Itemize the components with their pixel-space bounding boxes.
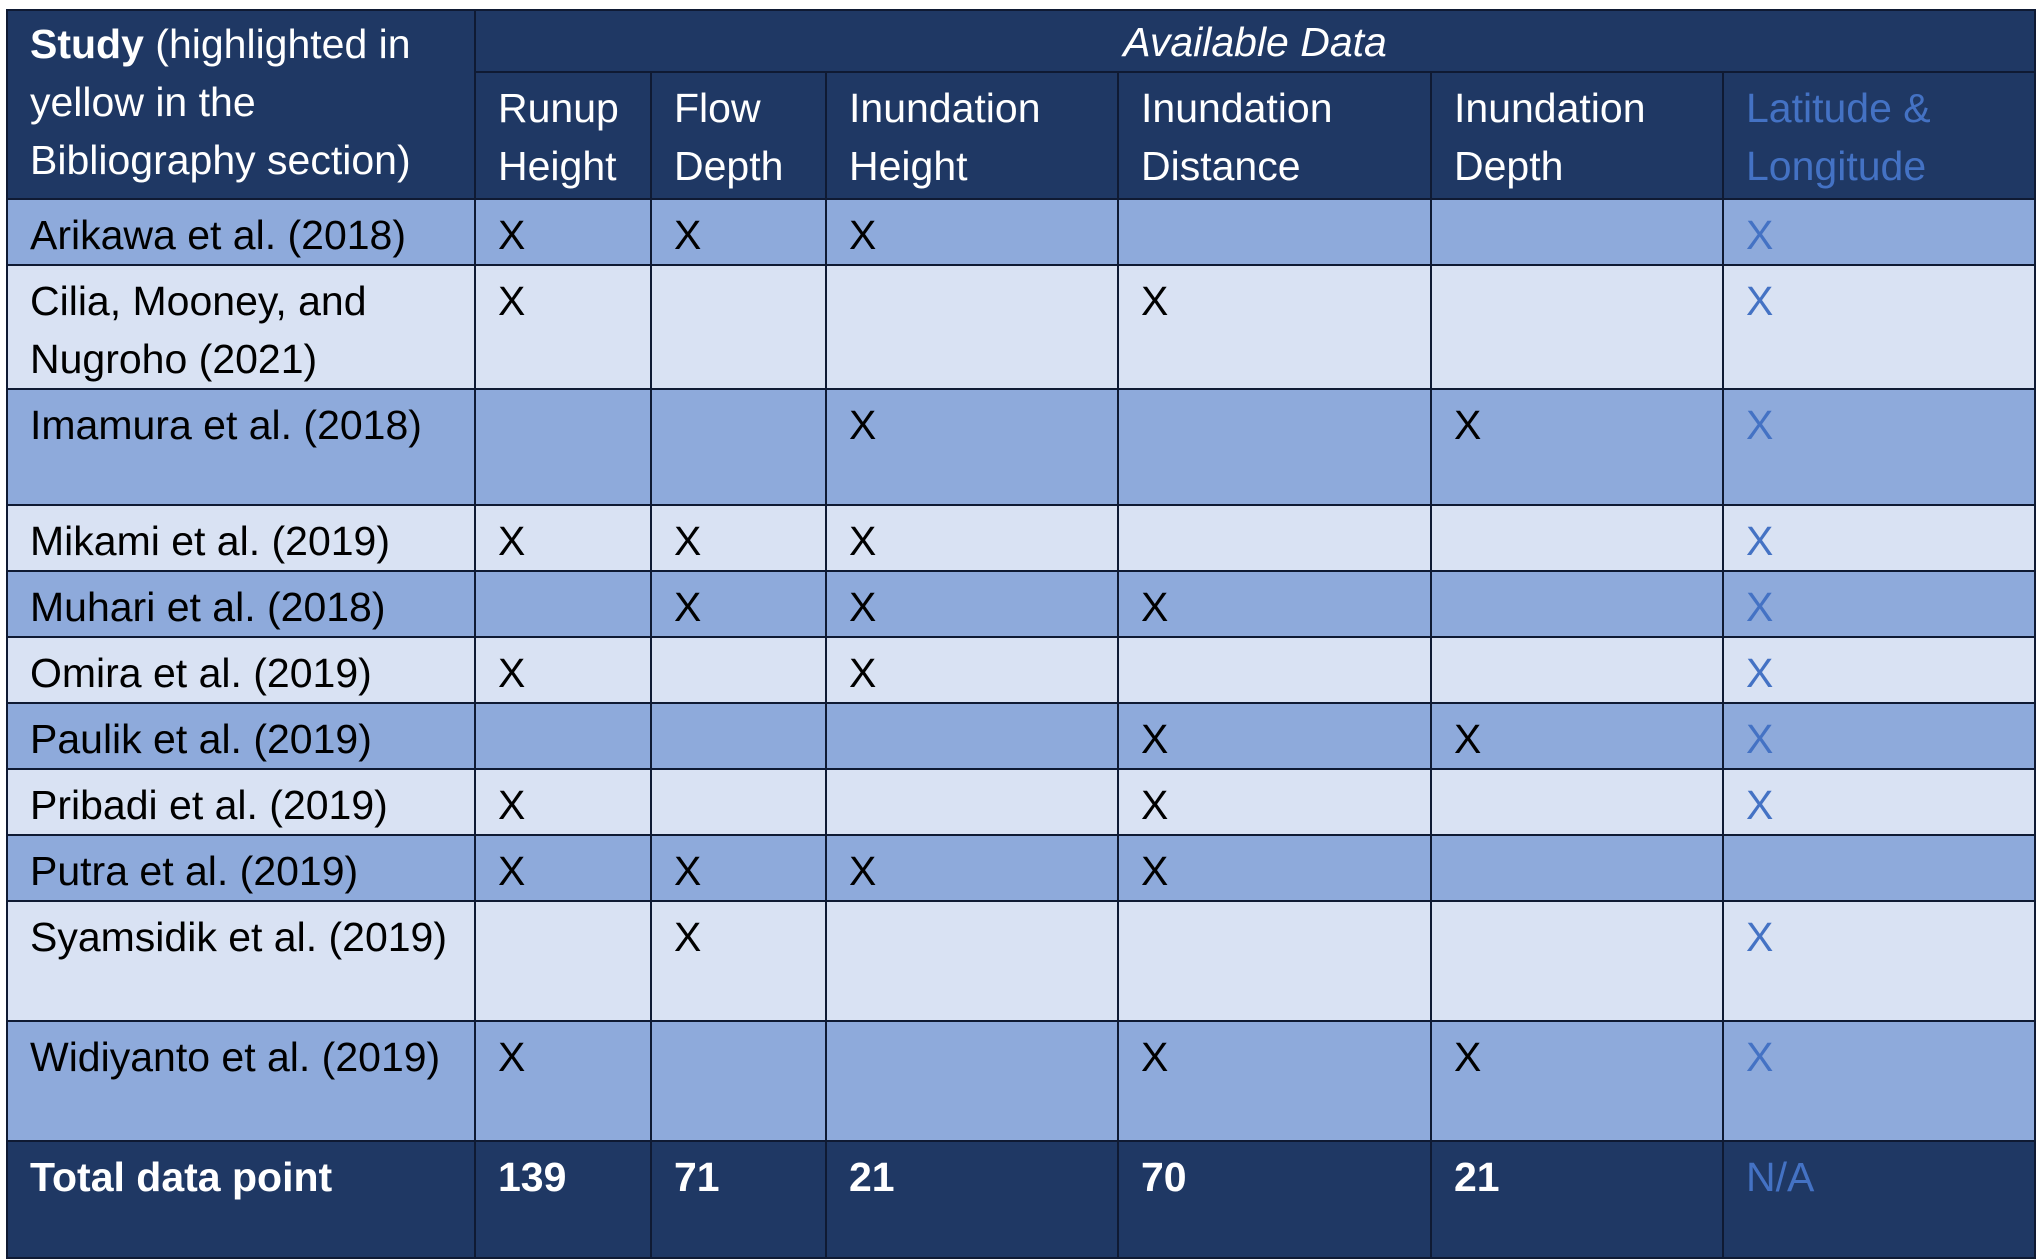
cell-flow-depth <box>651 1021 826 1141</box>
cell-latitude-longitude: X <box>1723 1021 2035 1141</box>
cell-inundation-depth: X <box>1431 389 1723 505</box>
cell-inundation-distance <box>1118 637 1431 703</box>
cell-inundation-depth: X <box>1431 703 1723 769</box>
cell-inundation-height <box>826 265 1118 389</box>
cell-inundation-distance: X <box>1118 571 1431 637</box>
cell-latitude-longitude: X <box>1723 265 2035 389</box>
column-header-line: Height <box>498 143 617 189</box>
cell-inundation-depth <box>1431 769 1723 835</box>
available-data-table <box>6 9 2036 1259</box>
column-header-line: Flow <box>674 85 761 131</box>
cell-inundation-distance <box>1118 199 1431 265</box>
cell-flow-depth <box>651 769 826 835</box>
total-row <box>7 1141 2035 1258</box>
cell-runup-height: X <box>475 265 651 389</box>
cell-flow-depth: X <box>651 901 826 1021</box>
total-runup-height: 139 <box>475 1141 651 1258</box>
cell-inundation-distance <box>1118 389 1431 505</box>
column-header-line: Depth <box>1454 143 1564 189</box>
column-header-inundation-distance <box>1118 72 1431 199</box>
column-header-inundation-depth <box>1431 72 1723 199</box>
cell-latitude-longitude <box>1723 835 2035 901</box>
cell-latitude-longitude: X <box>1723 505 2035 571</box>
column-header-line: Height <box>849 143 968 189</box>
column-header-inundation-height <box>826 72 1118 199</box>
cell-flow-depth <box>651 703 826 769</box>
table-row <box>7 703 2035 769</box>
study-name-cell: Pribadi et al. (2019) <box>7 769 475 835</box>
cell-inundation-distance: X <box>1118 769 1431 835</box>
cell-flow-depth: X <box>651 505 826 571</box>
study-name-cell: Putra et al. (2019) <box>7 835 475 901</box>
cell-runup-height <box>475 703 651 769</box>
cell-latitude-longitude: X <box>1723 199 2035 265</box>
cell-inundation-distance: X <box>1118 835 1431 901</box>
cell-runup-height: X <box>475 835 651 901</box>
cell-flow-depth: X <box>651 835 826 901</box>
column-header-line: Distance <box>1141 143 1301 189</box>
cell-runup-height: X <box>475 199 651 265</box>
cell-flow-depth <box>651 389 826 505</box>
header-row-top <box>7 10 2035 72</box>
cell-inundation-height <box>826 901 1118 1021</box>
cell-inundation-depth <box>1431 901 1723 1021</box>
column-header-line: Longitude <box>1746 143 1927 189</box>
column-header-line: Runup <box>498 85 619 131</box>
cell-inundation-depth <box>1431 637 1723 703</box>
cell-inundation-height <box>826 703 1118 769</box>
available-data-header: Available Data <box>475 10 2035 72</box>
total-flow-depth: 71 <box>651 1141 826 1258</box>
study-name-cell: Imamura et al. (2018) <box>7 389 475 505</box>
cell-inundation-height <box>826 1021 1118 1141</box>
cell-inundation-distance: X <box>1118 265 1431 389</box>
column-header-line: Depth <box>674 143 784 189</box>
study-name-cell: Mikami et al. (2019) <box>7 505 475 571</box>
cell-inundation-distance <box>1118 901 1431 1021</box>
cell-runup-height <box>475 571 651 637</box>
column-header-line: Inundation <box>849 85 1041 131</box>
total-inundation-height: 21 <box>826 1141 1118 1258</box>
cell-inundation-height <box>826 769 1118 835</box>
cell-inundation-height: X <box>826 199 1118 265</box>
table-row <box>7 571 2035 637</box>
cell-inundation-depth <box>1431 265 1723 389</box>
cell-inundation-height: X <box>826 835 1118 901</box>
column-header-flow-depth <box>651 72 826 199</box>
table-row <box>7 901 2035 1021</box>
total-inundation-distance: 70 <box>1118 1141 1431 1258</box>
study-name-cell: Syamsidik et al. (2019) <box>7 901 475 1021</box>
cell-inundation-height: X <box>826 505 1118 571</box>
table-row <box>7 769 2035 835</box>
table-row <box>7 505 2035 571</box>
cell-inundation-distance: X <box>1118 1021 1431 1141</box>
cell-inundation-depth <box>1431 571 1723 637</box>
total-inundation-depth: 21 <box>1431 1141 1723 1258</box>
cell-runup-height <box>475 389 651 505</box>
study-name-cell: Paulik et al. (2019) <box>7 703 475 769</box>
column-header-line: Inundation <box>1454 85 1646 131</box>
cell-latitude-longitude: X <box>1723 901 2035 1021</box>
cell-flow-depth <box>651 265 826 389</box>
study-name-cell: Cilia, Mooney, and Nugroho (2021) <box>7 265 475 389</box>
cell-flow-depth: X <box>651 199 826 265</box>
cell-latitude-longitude: X <box>1723 389 2035 505</box>
study-name-cell: Omira et al. (2019) <box>7 637 475 703</box>
cell-inundation-depth <box>1431 199 1723 265</box>
table-row <box>7 1021 2035 1141</box>
total-label: Total data point <box>7 1141 475 1258</box>
column-header-latitude-longitude <box>1723 72 2035 199</box>
table-row <box>7 199 2035 265</box>
cell-latitude-longitude: X <box>1723 571 2035 637</box>
cell-runup-height: X <box>475 505 651 571</box>
cell-inundation-depth: X <box>1431 1021 1723 1141</box>
cell-latitude-longitude: X <box>1723 637 2035 703</box>
table-row <box>7 265 2035 389</box>
cell-inundation-depth <box>1431 505 1723 571</box>
cell-runup-height: X <box>475 637 651 703</box>
study-header <box>7 10 475 199</box>
cell-inundation-distance <box>1118 505 1431 571</box>
cell-inundation-height: X <box>826 389 1118 505</box>
cell-latitude-longitude: X <box>1723 769 2035 835</box>
cell-runup-height: X <box>475 769 651 835</box>
study-name-cell: Muhari et al. (2018) <box>7 571 475 637</box>
cell-inundation-depth <box>1431 835 1723 901</box>
table-row <box>7 389 2035 505</box>
table-body <box>7 199 2035 1141</box>
cell-inundation-distance: X <box>1118 703 1431 769</box>
study-header-note: (highlighted in yellow in the Bibliography section) <box>30 21 411 183</box>
cell-inundation-height: X <box>826 637 1118 703</box>
study-header-bold: Study <box>30 21 144 67</box>
cell-inundation-height: X <box>826 571 1118 637</box>
study-name-cell: Widiyanto et al. (2019) <box>7 1021 475 1141</box>
cell-runup-height <box>475 901 651 1021</box>
table-row <box>7 835 2035 901</box>
column-header-runup-height <box>475 72 651 199</box>
cell-flow-depth <box>651 637 826 703</box>
cell-latitude-longitude: X <box>1723 703 2035 769</box>
table-row <box>7 637 2035 703</box>
column-header-line: Latitude & <box>1746 85 1931 131</box>
cell-flow-depth: X <box>651 571 826 637</box>
column-header-line: Inundation <box>1141 85 1333 131</box>
total-latitude-longitude: N/A <box>1723 1141 2035 1258</box>
cell-runup-height: X <box>475 1021 651 1141</box>
study-name-cell: Arikawa et al. (2018) <box>7 199 475 265</box>
